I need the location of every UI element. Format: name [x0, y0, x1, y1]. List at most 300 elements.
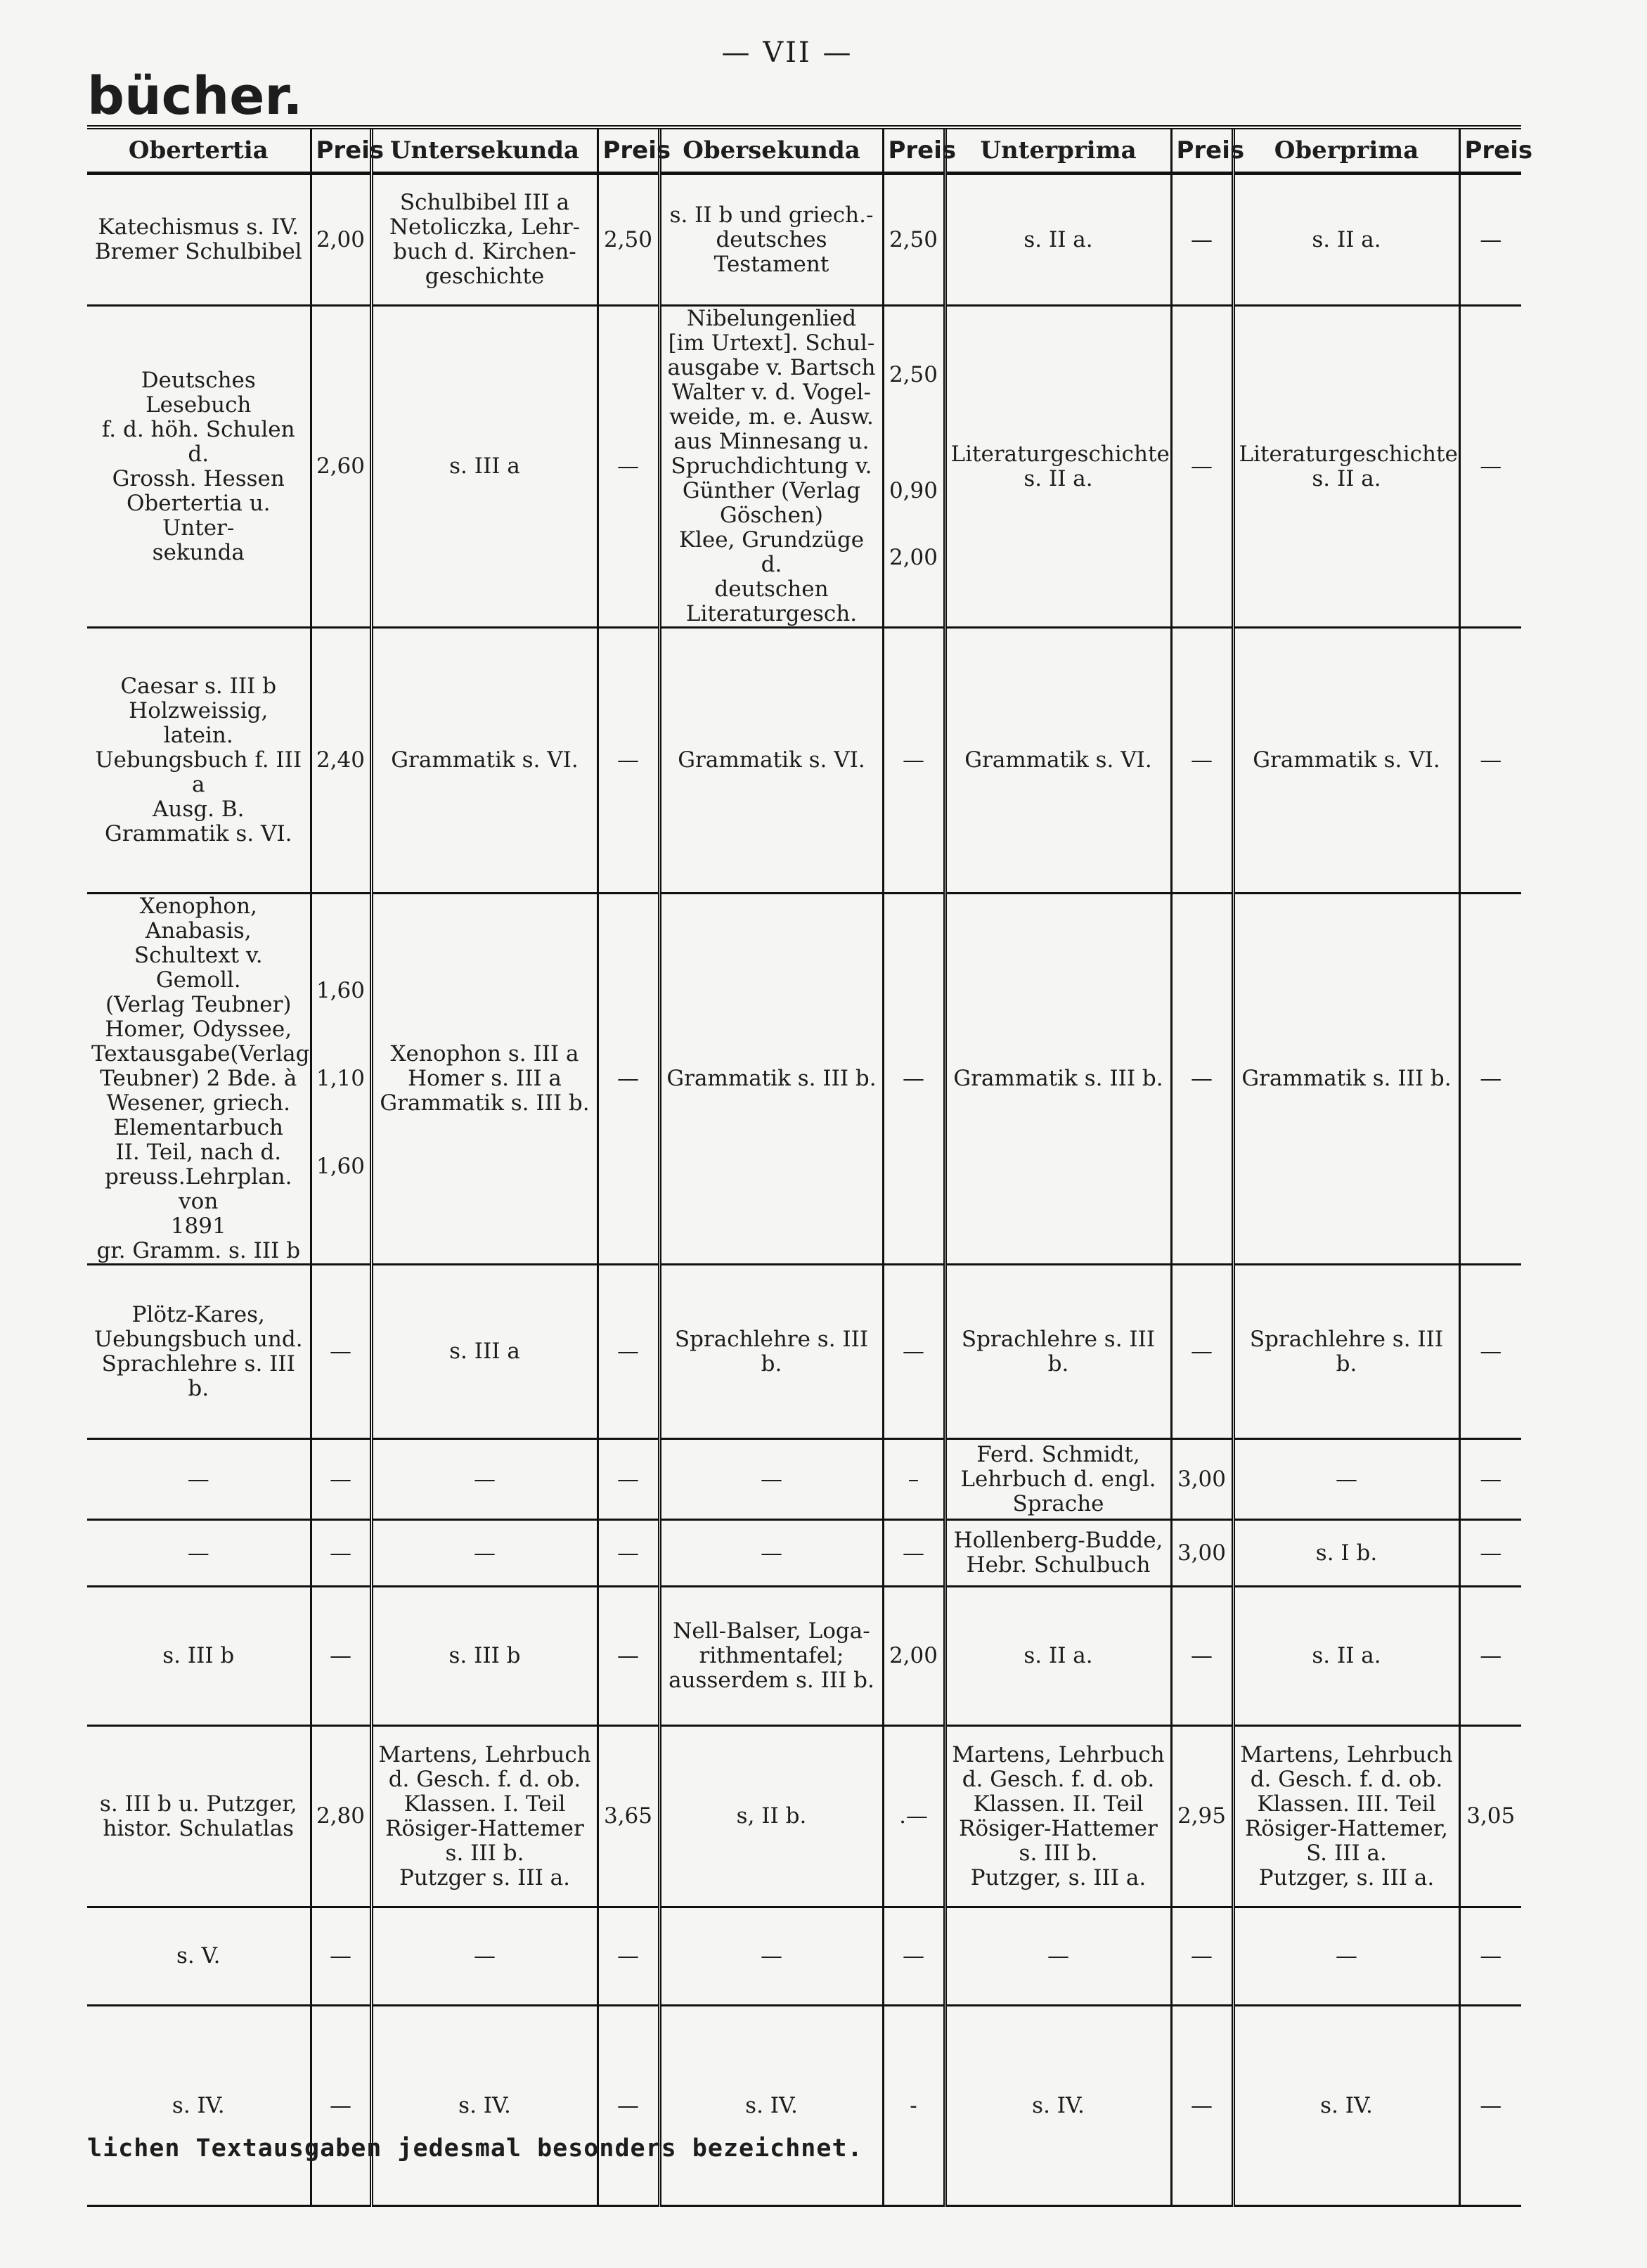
- table-row: [87, 306, 1521, 628]
- cell-line: —: [474, 1943, 496, 1969]
- cell-line: Martens, Lehrbuch: [378, 1741, 591, 1767]
- cell-line: Teubner) 2 Bde. à: [100, 1066, 297, 1091]
- price-cell: [311, 628, 371, 894]
- book-cell: [1233, 1520, 1459, 1587]
- book-cell: [1233, 1907, 1459, 2006]
- cell-line: II. Teil, nach d.: [115, 1140, 282, 1165]
- price-value: 2,50: [889, 226, 938, 252]
- cell-line: Elementarbuch: [113, 1115, 283, 1140]
- book-cell: [659, 1265, 883, 1439]
- cell-line: s. III a: [449, 1339, 520, 1364]
- cell-line: —: [187, 1466, 209, 1492]
- price-cell: [598, 1726, 659, 1907]
- book-cell: [945, 894, 1171, 1265]
- cell-line: Xenophon, Anabasis,: [139, 894, 257, 943]
- cell-line: Katechismus s. IV.: [98, 214, 299, 240]
- price-value: -: [910, 2092, 917, 2118]
- price-value: 2,50: [889, 362, 938, 387]
- column-header: Untersekunda: [371, 127, 598, 174]
- cell-line: s. IV.: [745, 2092, 798, 2118]
- cell-line: Spruchdichtung v.: [671, 453, 872, 479]
- price-cell: [598, 1907, 659, 2006]
- cell-line: s. II a.: [1312, 1643, 1381, 1668]
- price-value: —: [1191, 1643, 1213, 1668]
- cell-line: s. V.: [176, 1943, 221, 1969]
- cell-line: rithmentafel;: [699, 1643, 844, 1668]
- book-cell: [945, 174, 1171, 306]
- price-value: 3,00: [1177, 1466, 1227, 1492]
- cell-line: Schultext v. Gemoll.: [134, 943, 263, 993]
- price-value: —: [903, 1943, 924, 1969]
- price-cell: [1459, 1439, 1521, 1520]
- price-cell: [598, 174, 659, 306]
- price-value: —: [1191, 1339, 1213, 1364]
- cell-line: weide, m. e. Ausw.: [669, 404, 874, 430]
- book-cell: [371, 1587, 598, 1726]
- price-cell: [1171, 1265, 1233, 1439]
- book-cell: [87, 1265, 311, 1439]
- book-cell: [1233, 306, 1459, 628]
- cell-line: Homer s. III a: [408, 1066, 562, 1091]
- cell-line: s. II a.: [1023, 465, 1093, 491]
- cell-line: Putzger s. III a.: [399, 1864, 571, 1890]
- book-cell: [659, 1907, 883, 2006]
- price-value: —: [330, 1643, 351, 1668]
- cell-line: Ferd. Schmidt,: [976, 1441, 1140, 1467]
- price-value: 2,95: [1177, 1803, 1227, 1829]
- cell-line: —: [761, 1943, 782, 1969]
- cell-line: Grammatik s. III b.: [666, 1066, 877, 1091]
- price-value: —: [617, 1066, 639, 1091]
- price-cell: [598, 1520, 659, 1587]
- book-cell: [659, 1439, 883, 1520]
- cell-line: ausgabe v. Bartsch: [667, 355, 876, 380]
- cell-line: S. III a.: [1306, 1840, 1387, 1866]
- price-cell: [598, 2006, 659, 2206]
- column-header: Preis: [1459, 127, 1521, 174]
- cell-line: Walter v. d. Vogel-: [672, 380, 871, 405]
- book-cell: [659, 2006, 883, 2206]
- price-cell: [598, 628, 659, 894]
- price-value: —: [903, 1540, 924, 1566]
- book-cell: [945, 1587, 1171, 1726]
- cell-line: —: [474, 1466, 496, 1492]
- price-cell: [1459, 1265, 1521, 1439]
- price-cell: [883, 1726, 945, 1907]
- page-number: — VII —: [721, 37, 853, 69]
- cell-line: buch d. Kirchen-: [393, 239, 576, 264]
- book-cell: [945, 1439, 1171, 1520]
- cell-line: Wesener, griech.: [106, 1090, 290, 1116]
- cell-line: Grammatik s. III b.: [953, 1066, 1163, 1091]
- column-header: Preis: [311, 127, 371, 174]
- price-value: —: [617, 1943, 639, 1969]
- price-value: —: [1191, 226, 1213, 252]
- book-cell: [371, 306, 598, 628]
- price-value: 1,10: [316, 1066, 366, 1091]
- price-cell: [1171, 1439, 1233, 1520]
- price-cell: [883, 2006, 945, 2206]
- price-value: —: [1480, 1943, 1502, 1969]
- price-cell: [1459, 894, 1521, 1265]
- cell-line: Grammatik s. VI.: [105, 821, 292, 846]
- cell-line: Klassen. III. Teil: [1257, 1791, 1436, 1817]
- price-cell: [598, 1439, 659, 1520]
- cell-line: Martens, Lehrbuch: [952, 1741, 1165, 1767]
- table-row: [87, 894, 1521, 1265]
- book-cell: [659, 1726, 883, 1907]
- price-value: —: [330, 1339, 351, 1364]
- table-row: [87, 174, 1521, 306]
- cell-line: s. II a.: [1312, 226, 1381, 252]
- price-value: 3,65: [603, 1803, 653, 1829]
- book-cell: [945, 1265, 1171, 1439]
- price-value: —: [617, 453, 639, 479]
- column-header: Preis: [883, 127, 945, 174]
- table-row: [87, 1907, 1521, 2006]
- book-cell: [945, 1907, 1171, 2006]
- price-cell: [1459, 1587, 1521, 1726]
- price-cell: [883, 1265, 945, 1439]
- price-cell: [311, 1439, 371, 1520]
- cell-line: Nell-Balser, Loga-: [673, 1618, 870, 1644]
- price-value: —: [330, 1943, 351, 1969]
- book-cell: [371, 2006, 598, 2206]
- cell-line: Sprachlehre s. III b.: [961, 1326, 1156, 1377]
- cell-line: Nibelungenlied: [686, 306, 857, 331]
- book-cell: [1233, 1439, 1459, 1520]
- cell-line: Testament: [713, 251, 829, 277]
- price-cell: [311, 1265, 371, 1439]
- price-value: —: [1480, 1643, 1502, 1668]
- price-cell: [883, 1907, 945, 2006]
- table-row: [87, 2006, 1521, 2206]
- price-cell: [883, 174, 945, 306]
- book-cell: [1233, 2006, 1459, 2206]
- price-cell: [883, 1587, 945, 1726]
- price-value: —: [903, 747, 924, 773]
- column-header: Obersekunda: [659, 127, 883, 174]
- cell-line: Plötz-Kares,: [131, 1301, 265, 1327]
- price-value: —: [1480, 1066, 1502, 1091]
- table-row: [87, 1439, 1521, 1520]
- cell-line: —: [187, 1540, 209, 1566]
- cell-line: Göschen): [719, 503, 824, 528]
- price-value: —: [1480, 2092, 1502, 2118]
- price-cell: [883, 306, 945, 628]
- cell-line: Schulbibel III a: [399, 190, 570, 215]
- cell-line: Ausg. B.: [153, 797, 245, 822]
- price-cell: [883, 628, 945, 894]
- cell-line: Uebungsbuch und.: [93, 1326, 303, 1352]
- price-value: 3,05: [1466, 1803, 1516, 1829]
- cell-line: Sprachlehre s. III b.: [674, 1326, 869, 1377]
- cell-line: Caesar s. III b: [120, 674, 277, 699]
- cell-line: Sprachlehre s. III b.: [101, 1351, 295, 1401]
- price-value: —: [330, 1466, 351, 1492]
- cell-line: s. II a.: [1023, 1643, 1093, 1668]
- price-value: —: [1480, 453, 1502, 479]
- book-cell: [371, 1520, 598, 1587]
- book-cell: [945, 306, 1171, 628]
- cell-line: s. IV.: [172, 2092, 225, 2118]
- price-cell: [598, 1265, 659, 1439]
- price-cell: [311, 1907, 371, 2006]
- cell-line: Uebungsbuch f. III a: [95, 747, 302, 797]
- price-value: 2,00: [889, 1643, 938, 1668]
- price-value: —: [617, 1540, 639, 1566]
- cell-line: Günther (Verlag: [682, 478, 861, 503]
- price-value: 0,90: [889, 478, 938, 503]
- book-cell: [87, 174, 311, 306]
- price-cell: [311, 2006, 371, 2206]
- book-cell: [945, 1520, 1171, 1587]
- cell-line: aus Minnesang u.: [673, 429, 870, 454]
- column-header: Oberprima: [1233, 127, 1459, 174]
- cell-line: sekunda: [152, 539, 245, 565]
- price-cell: [1171, 628, 1233, 894]
- cell-line: Hebr. Schulbuch: [966, 1552, 1151, 1578]
- price-value: —: [330, 1540, 351, 1566]
- book-cell: [1233, 1265, 1459, 1439]
- table-row: [87, 1265, 1521, 1439]
- price-cell: [1459, 174, 1521, 306]
- price-cell: [311, 894, 371, 1265]
- price-cell: [1171, 2006, 1233, 2206]
- price-cell: [1171, 894, 1233, 1265]
- cell-line: deutsches: [716, 226, 827, 252]
- cell-line: Deutsches Lesebuch: [141, 367, 256, 418]
- price-value: 2,80: [316, 1803, 366, 1829]
- price-value: 2,00: [316, 226, 366, 252]
- cell-line: Klassen. II. Teil: [973, 1791, 1144, 1817]
- price-value: —: [1191, 1066, 1213, 1091]
- cell-line: Klassen. I. Teil: [403, 1791, 566, 1817]
- cell-line: Bremer Schulbibel: [94, 239, 302, 264]
- cell-line: Obertertia u. Unter-: [126, 490, 271, 541]
- price-cell: [1171, 1907, 1233, 2006]
- book-cell: [1233, 1587, 1459, 1726]
- price-cell: [598, 894, 659, 1265]
- cell-line: s. III b u. Putzger,: [99, 1791, 297, 1817]
- price-value: —: [1191, 747, 1213, 773]
- book-cell: [87, 306, 311, 628]
- cell-line: d. Gesch. f. d. ob.: [962, 1766, 1155, 1792]
- price-value: —: [617, 1466, 639, 1492]
- book-schedule-table: [87, 125, 1533, 2207]
- price-value: 2,40: [316, 747, 366, 773]
- cell-line: s. III b: [162, 1643, 235, 1668]
- cell-line: Grammatik s. III b.: [1241, 1066, 1452, 1091]
- cell-line: [im Urtext]. Schul-: [668, 330, 875, 356]
- book-cell: [371, 1439, 598, 1520]
- page-heading: bücher.: [87, 66, 303, 127]
- book-cell: [659, 174, 883, 306]
- cell-line: Literaturgeschichte: [950, 441, 1170, 467]
- cell-line: Klee, Grundzüge d.: [678, 527, 865, 577]
- price-cell: [598, 306, 659, 628]
- book-cell: [87, 1587, 311, 1726]
- cell-line: —: [761, 1466, 782, 1492]
- book-cell: [371, 1726, 598, 1907]
- price-cell: [1171, 1587, 1233, 1726]
- cell-line: histor. Schulatlas: [103, 1815, 295, 1841]
- price-value: —: [1480, 226, 1502, 252]
- book-cell: [659, 306, 883, 628]
- cell-line: (Verlag Teubner): [105, 992, 292, 1017]
- book-cell: [87, 1726, 311, 1907]
- cell-line: Grammatik s. VI.: [964, 747, 1152, 773]
- table-row: [87, 628, 1521, 894]
- price-cell: [883, 1439, 945, 1520]
- table-row: [87, 1726, 1521, 1907]
- price-cell: [1459, 2006, 1521, 2206]
- book-cell: [945, 1726, 1171, 1907]
- cell-line: Xenophon s. III a: [390, 1041, 579, 1067]
- price-cell: [1459, 1726, 1521, 1907]
- price-value: —: [617, 1339, 639, 1364]
- price-cell: [1171, 1520, 1233, 1587]
- price-value: —: [903, 1066, 924, 1091]
- price-value: 2,50: [603, 226, 653, 252]
- cell-line: Grammatik s. VI.: [678, 747, 865, 773]
- cell-line: Grammatik s. VI.: [1253, 747, 1440, 773]
- cell-line: —: [1047, 1943, 1069, 1969]
- book-cell: [371, 628, 598, 894]
- book-cell: [945, 628, 1171, 894]
- price-cell: [1459, 1520, 1521, 1587]
- price-value: 1,60: [316, 1154, 366, 1179]
- book-cell: [1233, 1726, 1459, 1907]
- cell-line: Textausgabe(Verlag: [91, 1041, 310, 1067]
- cell-line: Homer, Odyssee,: [105, 1017, 292, 1042]
- cell-line: preuss.Lehrplan. von: [105, 1164, 292, 1214]
- price-cell: [883, 894, 945, 1265]
- price-value: —: [1480, 1466, 1502, 1492]
- price-cell: [1171, 1726, 1233, 1907]
- cell-line: Hollenberg-Budde,: [953, 1528, 1163, 1553]
- cell-line: Literaturgeschichte: [1239, 441, 1458, 467]
- price-cell: [1459, 1907, 1521, 2006]
- book-cell: [87, 1520, 311, 1587]
- cell-line: s. III b.: [445, 1840, 524, 1866]
- cell-line: Grammatik s. VI.: [391, 747, 579, 773]
- book-cell: [1233, 894, 1459, 1265]
- price-value: 3,00: [1177, 1540, 1227, 1566]
- book-cell: [371, 894, 598, 1265]
- book-cell: [87, 628, 311, 894]
- cell-line: d. Gesch. f. d. ob.: [1250, 1766, 1443, 1792]
- price-value: 2,00: [889, 545, 938, 570]
- cell-line: f. d. höh. Schulen d.: [101, 416, 295, 467]
- book-cell: [87, 2006, 311, 2206]
- price-cell: [598, 1587, 659, 1726]
- cell-line: ausserdem s. III b.: [669, 1668, 874, 1693]
- footer-note: lichen Textausgaben jedesmal besonders bezeichnet.: [87, 2134, 863, 2163]
- cell-line: s. I b.: [1315, 1540, 1378, 1566]
- price-value: —: [1191, 2092, 1213, 2118]
- cell-line: —: [1336, 1943, 1357, 1969]
- book-cell: [87, 1907, 311, 2006]
- cell-line: Sprachlehre s. III b.: [1249, 1326, 1444, 1377]
- price-value: –: [908, 1466, 919, 1492]
- price-cell: [311, 1520, 371, 1587]
- price-value: —: [1191, 453, 1213, 479]
- cell-line: 1891: [170, 1213, 226, 1239]
- cell-line: s. III b: [448, 1643, 521, 1668]
- cell-line: s. III a: [449, 453, 520, 479]
- cell-line: Rösiger-Hattemer: [959, 1815, 1158, 1841]
- cell-line: s. IV.: [458, 2092, 511, 2118]
- price-cell: [311, 306, 371, 628]
- book-cell: [659, 894, 883, 1265]
- book-cell: [371, 1907, 598, 2006]
- price-value: —: [1480, 747, 1502, 773]
- price-value: 2,60: [316, 453, 366, 479]
- cell-line: Putzger, s. III a.: [970, 1864, 1147, 1890]
- table-row: [87, 1520, 1521, 1587]
- cell-line: s. II b und griech.-: [669, 202, 874, 228]
- cell-line: s. II a.: [1312, 465, 1381, 491]
- book-cell: [659, 1520, 883, 1587]
- price-cell: [311, 1587, 371, 1726]
- price-value: —: [617, 2092, 639, 2118]
- book-cell: [1233, 174, 1459, 306]
- cell-line: Grammatik s. III b.: [380, 1090, 590, 1116]
- cell-line: s. III b.: [1019, 1840, 1098, 1866]
- cell-line: s. IV.: [1320, 2092, 1373, 2118]
- table-header-row: [87, 127, 1521, 174]
- price-value: —: [1480, 1339, 1502, 1364]
- column-header: Unterprima: [945, 127, 1171, 174]
- cell-line: Netoliczka, Lehr-: [389, 214, 581, 240]
- cell-line: Lehrbuch d. engl.: [960, 1466, 1156, 1492]
- cell-line: gr. Gramm. s. III b: [96, 1238, 301, 1263]
- price-cell: [311, 174, 371, 306]
- price-cell: [1459, 628, 1521, 894]
- price-cell: [1171, 174, 1233, 306]
- cell-line: s. II a.: [1023, 226, 1093, 252]
- price-cell: [311, 1726, 371, 1907]
- book-cell: [371, 174, 598, 306]
- cell-line: Rösiger-Hattemer: [385, 1815, 584, 1841]
- price-cell: [1171, 306, 1233, 628]
- cell-line: s, II b.: [736, 1803, 807, 1829]
- price-value: —: [330, 2092, 351, 2118]
- column-header: Preis: [1171, 127, 1233, 174]
- book-cell: [87, 1439, 311, 1520]
- column-header: Preis: [598, 127, 659, 174]
- book-cell: [945, 2006, 1171, 2206]
- cell-line: Holzweissig, latein.: [129, 698, 269, 748]
- price-value: 1,60: [316, 978, 366, 1003]
- cell-line: s. IV.: [1032, 2092, 1085, 2118]
- price-value: —: [1480, 1540, 1502, 1566]
- book-cell: [659, 628, 883, 894]
- price-value: —: [617, 1643, 639, 1668]
- cell-line: d. Gesch. f. d. ob.: [388, 1766, 581, 1792]
- price-value: —: [1191, 1943, 1213, 1969]
- column-header: Obertertia: [87, 127, 311, 174]
- cell-line: geschichte: [425, 264, 545, 289]
- price-value: —: [617, 747, 639, 773]
- cell-line: deutschen: [714, 576, 829, 602]
- price-value: .—: [899, 1803, 928, 1829]
- cell-line: —: [474, 1540, 496, 1566]
- book-cell: [87, 894, 311, 1265]
- cell-line: Putzger, s. III a.: [1258, 1864, 1435, 1890]
- cell-line: —: [1336, 1466, 1357, 1492]
